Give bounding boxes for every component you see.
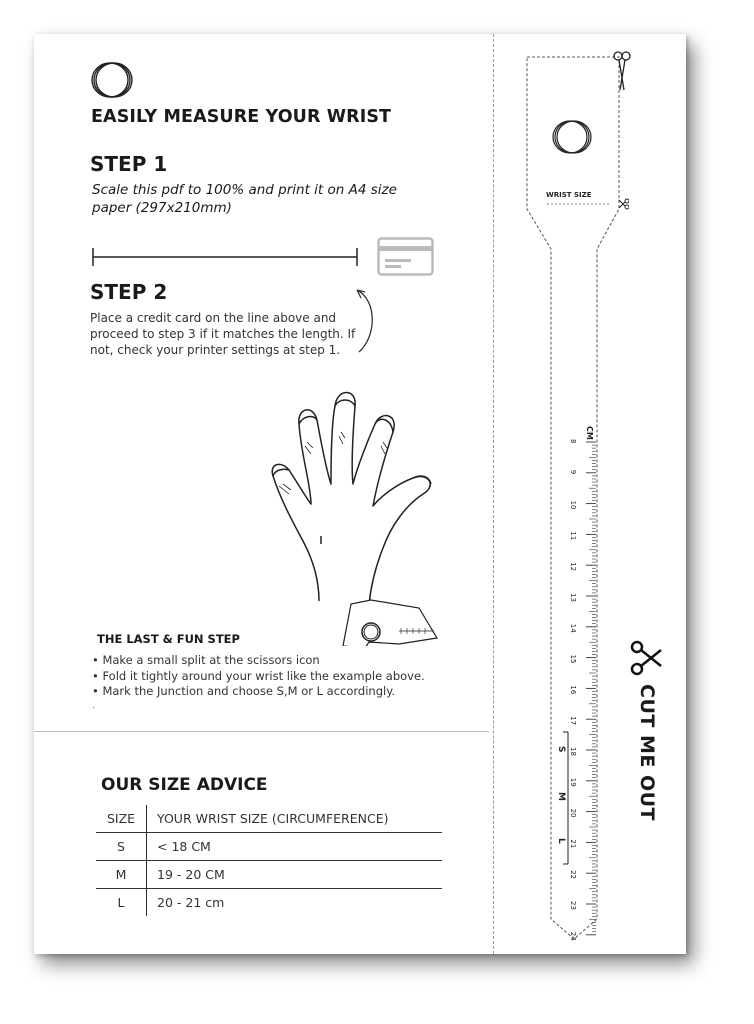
size-table — [96, 805, 442, 916]
step1-instructions: Scale this pdf to 100% and print it on A4 size paper (297x210mm) — [92, 182, 397, 216]
step1-heading: STEP 1 — [90, 152, 168, 176]
table-row — [96, 889, 442, 917]
tape-number: 22 — [569, 870, 577, 880]
tape-number: 23 — [569, 901, 577, 910]
tape-number: 10 — [569, 500, 577, 510]
step2-heading: STEP 2 — [90, 280, 168, 304]
tape-number: 11 — [569, 531, 577, 541]
tape-number: 17 — [569, 716, 577, 726]
tape-number: 21 — [569, 839, 577, 849]
credit-card-icon — [377, 237, 435, 277]
range-cell: 19 - 20 CM — [147, 861, 443, 889]
tape-number: 13 — [569, 593, 577, 602]
tape-number: 8 — [569, 439, 577, 444]
tape-number: 14 — [569, 623, 577, 633]
tape-number: 20 — [569, 808, 577, 818]
wrist-size-label: WRIST SIZE — [546, 191, 592, 199]
curved-arrow-icon — [349, 286, 379, 356]
unit-label: CM — [585, 426, 594, 440]
size-mark-m: M — [556, 792, 566, 801]
size-cell: M — [96, 861, 147, 889]
list-item: • Make a small split at the scissors icon — [92, 653, 425, 669]
list-item: • Mark the Junction and choose S,M or L accordingly. — [92, 684, 425, 700]
cut-me-out-label: CUT ME OUT — [636, 684, 658, 821]
range-cell: 20 - 21 cm — [157, 895, 225, 910]
scissors-icon — [619, 199, 629, 209]
tape-number: 12 — [569, 562, 577, 572]
scissors-icon — [630, 640, 664, 676]
rings-logo-icon — [89, 59, 139, 101]
size-mark-s: S — [556, 746, 566, 753]
size-advice-title: OUR SIZE ADVICE — [101, 775, 268, 795]
tape-number: 19 — [569, 777, 577, 787]
size-mark-l: L — [556, 838, 566, 844]
table-header-row — [96, 805, 442, 833]
credit-card-reference-line — [92, 246, 360, 268]
tape-number: 16 — [569, 685, 577, 695]
printable-sheet — [34, 34, 686, 954]
table-row — [96, 861, 442, 889]
list-item: • Fold it tightly around your wrist like the example above. — [92, 669, 425, 685]
cut-line — [493, 34, 494, 954]
measuring-tape — [519, 54, 629, 944]
section-divider — [34, 731, 489, 732]
tape-number: 18 — [569, 747, 577, 756]
tape-number: 24 — [569, 931, 577, 941]
tape-number: 9 — [569, 469, 577, 475]
column-header-size: SIZE — [96, 805, 147, 833]
table-row — [96, 833, 442, 861]
last-step-heading: THE LAST & FUN STEP — [97, 632, 240, 646]
tape-number: 15 — [569, 654, 577, 664]
scissors-icon — [612, 48, 632, 94]
last-step-list — [92, 653, 425, 700]
hand-illustration-icon — [259, 376, 459, 646]
trailing-mark: . — [92, 701, 95, 711]
step2-instructions: Place a credit card on the line above and proceed to step 3 if it matches the length. If not, check your printer settings at step 1. — [90, 311, 356, 357]
range-cell: < 18 CM — [147, 833, 443, 861]
size-cell: S — [96, 833, 147, 861]
size-cell: L — [96, 889, 147, 917]
page-title: EASILY MEASURE YOUR WRIST — [91, 107, 392, 127]
column-header-wrist-size: YOUR WRIST SIZE (CIRCUMFERENCE) — [147, 805, 443, 833]
